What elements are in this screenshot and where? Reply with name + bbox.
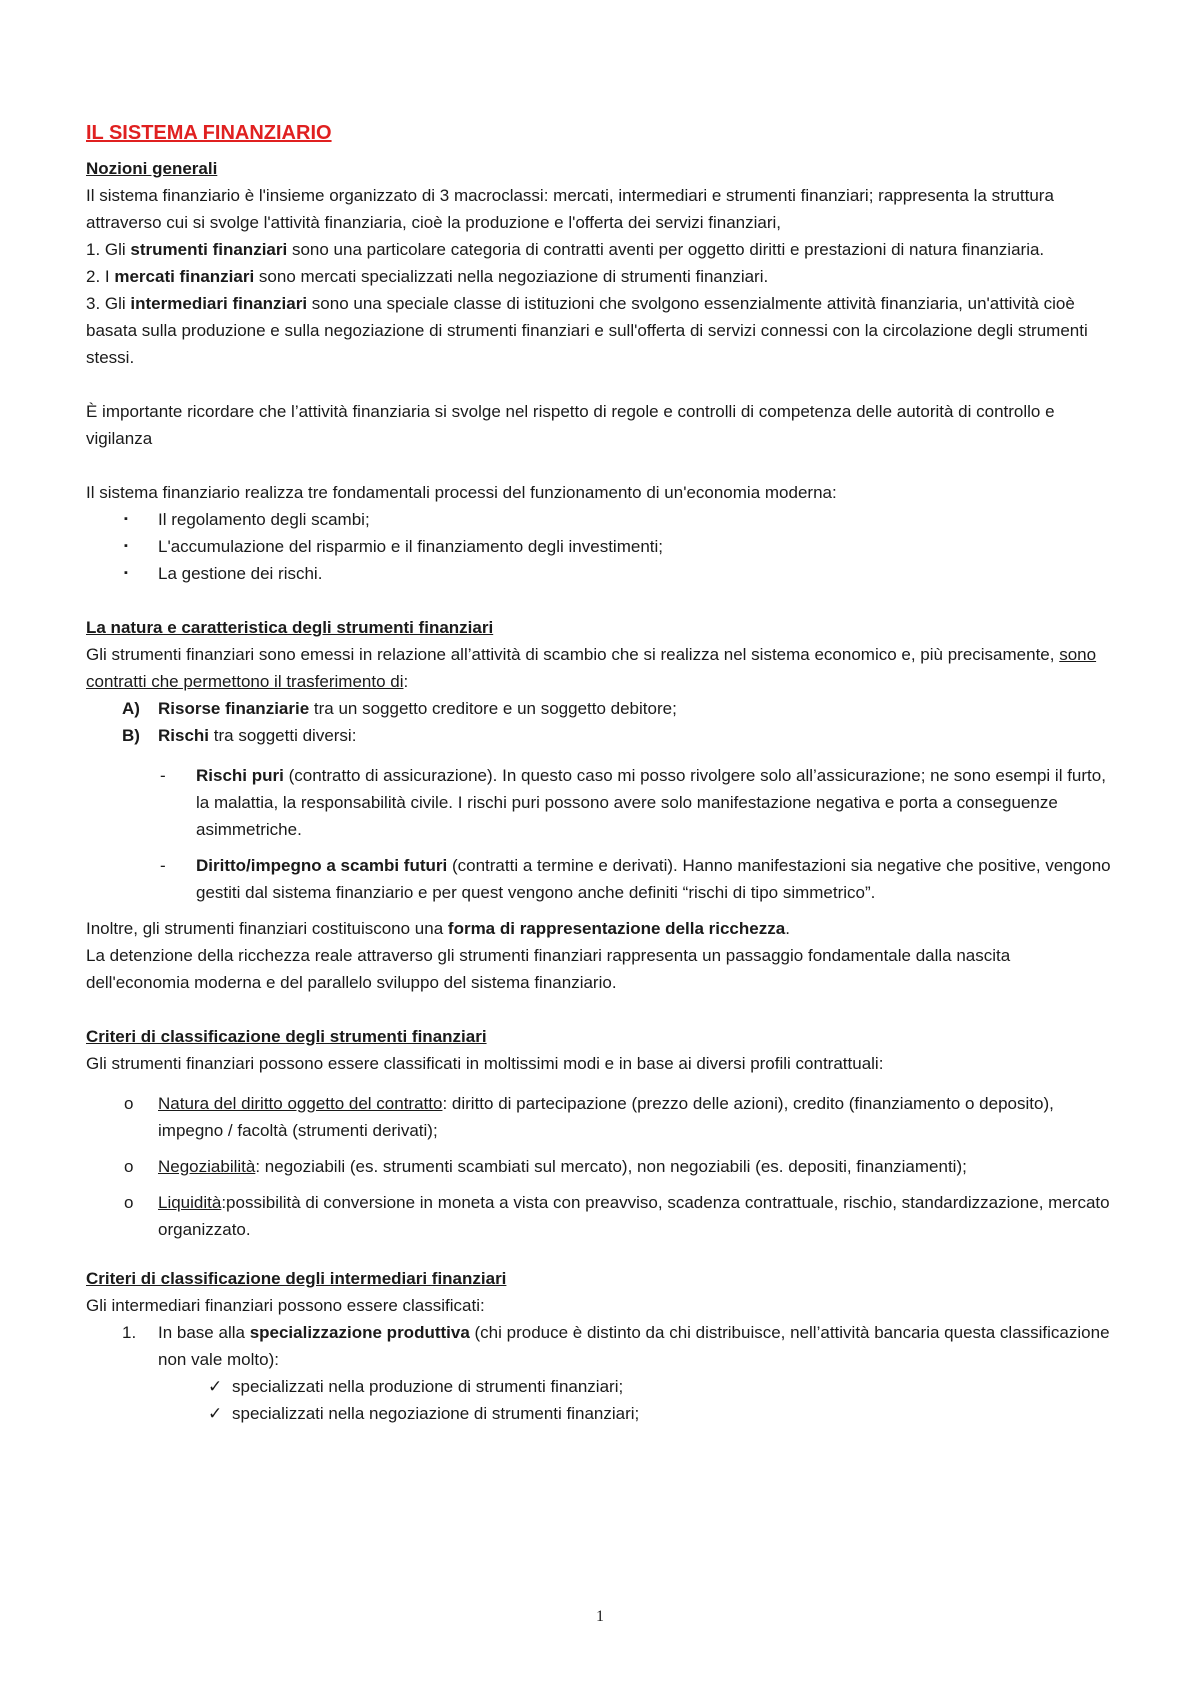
section-heading-natura: La natura e caratteristica degli strumenti finanziari — [86, 618, 494, 637]
circle-bullet-icon: o — [124, 1157, 134, 1176]
section-heading-nozioni-generali: Nozioni generali — [86, 159, 218, 178]
list-item: - Rischi puri (contratto di assicurazione). In questo caso mi posso rivolgere solo all’assicurazione; ne sono esempi il furto, la malattia, la responsabilità civile. I rischi puri possono avere solo manifestazione negativa e porta a conseguenze asimmetriche. — [86, 762, 1116, 843]
paragraph-intro: Il sistema finanziario è l'insieme organizzato di 3 macroclassi: mercati, intermediari e strumenti finanziari; rappresenta la struttura attraverso cui si svolge l'attività finanziaria, cioè la produzione e l'offerta dei servizi finanziari, — [86, 186, 1054, 232]
paragraph-intermediari: 3. Gli intermediari finanziari sono una speciale classe di istituzioni che svolgono essenzialmente attività finanziaria, un'attività cioè basata sulla produzione e sulla negoziazione di strumenti finanziari e sull'offerta di servizi connessi con la circolazione degli strumenti stessi. — [86, 294, 1088, 367]
document-page — [86, 118, 1116, 1427]
list-item: - Diritto/impegno a scambi futuri (contratti a termine e derivati). Hanno manifestazioni sia negative che positive, vengono gestiti dal sistema finanziario e per quest vengono anche definiti “rischi di tipo simmetrico”. — [86, 852, 1116, 906]
list-item: ▪ La gestione dei rischi. — [86, 560, 1116, 587]
circle-bullet-icon: o — [124, 1094, 134, 1113]
list-item: o Negoziabilità: negoziabili (es. strumenti scambiati sul mercato), non negoziabili (es. depositi, finanziamenti); — [86, 1153, 1116, 1180]
list-item: 1. In base alla specializzazione produttiva (chi produce è distinto da chi distribuisce, nell’attività bancaria questa classificazione non vale molto): — [122, 1323, 1110, 1369]
list-item: B) Rischi tra soggetti diversi: — [122, 726, 357, 745]
checkmark-icon: ✓ — [208, 1377, 223, 1396]
paragraph-intermediari-intro: Gli intermediari finanziari possono essere classificati: — [86, 1296, 485, 1315]
checkmark-icon: ✓ — [208, 1404, 223, 1423]
square-bullet-icon: ▪ — [124, 567, 128, 579]
paragraph-natura-intro: Gli strumenti finanziari sono emessi in relazione all’attività di scambio che si realizza nel sistema economico e, più precisamente, sono contratti che permettono il trasferimento di: — [86, 645, 1097, 691]
paragraph-important: È importante ricordare che l’attività finanziaria si svolge nel rispetto di regole e controlli di competenza delle autorità di controllo e vigilanza — [86, 402, 1055, 448]
paragraph-processes-intro: Il sistema finanziario realizza tre fondamentali processi del funzionamento di un'economia moderna: — [86, 483, 837, 502]
dash-bullet-icon: - — [160, 856, 166, 875]
list-item: ▪ Il regolamento degli scambi; — [86, 506, 1116, 533]
list-item: o Natura del diritto oggetto del contratto: diritto di partecipazione (prezzo delle azioni), credito (finanziamento o deposito), impegno / facoltà (strumenti derivati); — [86, 1090, 1116, 1144]
paragraph-wealth-2: La detenzione della ricchezza reale attraverso gli strumenti finanziari rappresenta un passaggio fondamentale dalla nascita dell'economia moderna e del parallelo sviluppo del sistema finanziario. — [86, 946, 1011, 992]
document-title: IL SISTEMA FINANZIARIO — [86, 122, 332, 144]
list-item: ▪ L'accumulazione del risparmio e il finanziamento degli investimenti; — [86, 533, 1116, 560]
circle-bullet-icon: o — [124, 1193, 134, 1212]
paragraph-mercati: 2. I mercati finanziari sono mercati specializzati nella negoziazione di strumenti finanziari. — [86, 267, 769, 286]
paragraph-strumenti: 1. Gli strumenti finanziari sono una particolare categoria di contratti aventi per oggetto diritti e prestazioni di natura finanziaria. — [86, 240, 1045, 259]
list-item: A) Risorse finanziarie tra un soggetto creditore e un soggetto debitore; — [122, 699, 677, 718]
page-number: 1 — [596, 1608, 604, 1625]
list-item: ✓ specializzati nella negoziazione di strumenti finanziari; — [86, 1400, 1116, 1427]
list-item: o Liquidità:possibilità di conversione in moneta a vista con preavviso, scadenza contrattuale, rischio, standardizzazione, mercato organizzato. — [86, 1189, 1116, 1243]
dash-bullet-icon: - — [160, 766, 166, 785]
square-bullet-icon: ▪ — [124, 540, 128, 552]
paragraph-wealth: Inoltre, gli strumenti finanziari costituiscono una forma di rappresentazione della ricchezza. — [86, 919, 790, 938]
square-bullet-icon: ▪ — [124, 513, 128, 525]
section-heading-criteri-intermediari: Criteri di classificazione degli intermediari finanziari — [86, 1269, 507, 1288]
list-item: ✓ specializzati nella produzione di strumenti finanziari; — [86, 1373, 1116, 1400]
paragraph-criteri-intro: Gli strumenti finanziari possono essere classificati in moltissimi modi e in base ai diversi profili contrattuali: — [86, 1054, 884, 1073]
section-heading-criteri-strumenti: Criteri di classificazione degli strumenti finanziari — [86, 1027, 487, 1046]
